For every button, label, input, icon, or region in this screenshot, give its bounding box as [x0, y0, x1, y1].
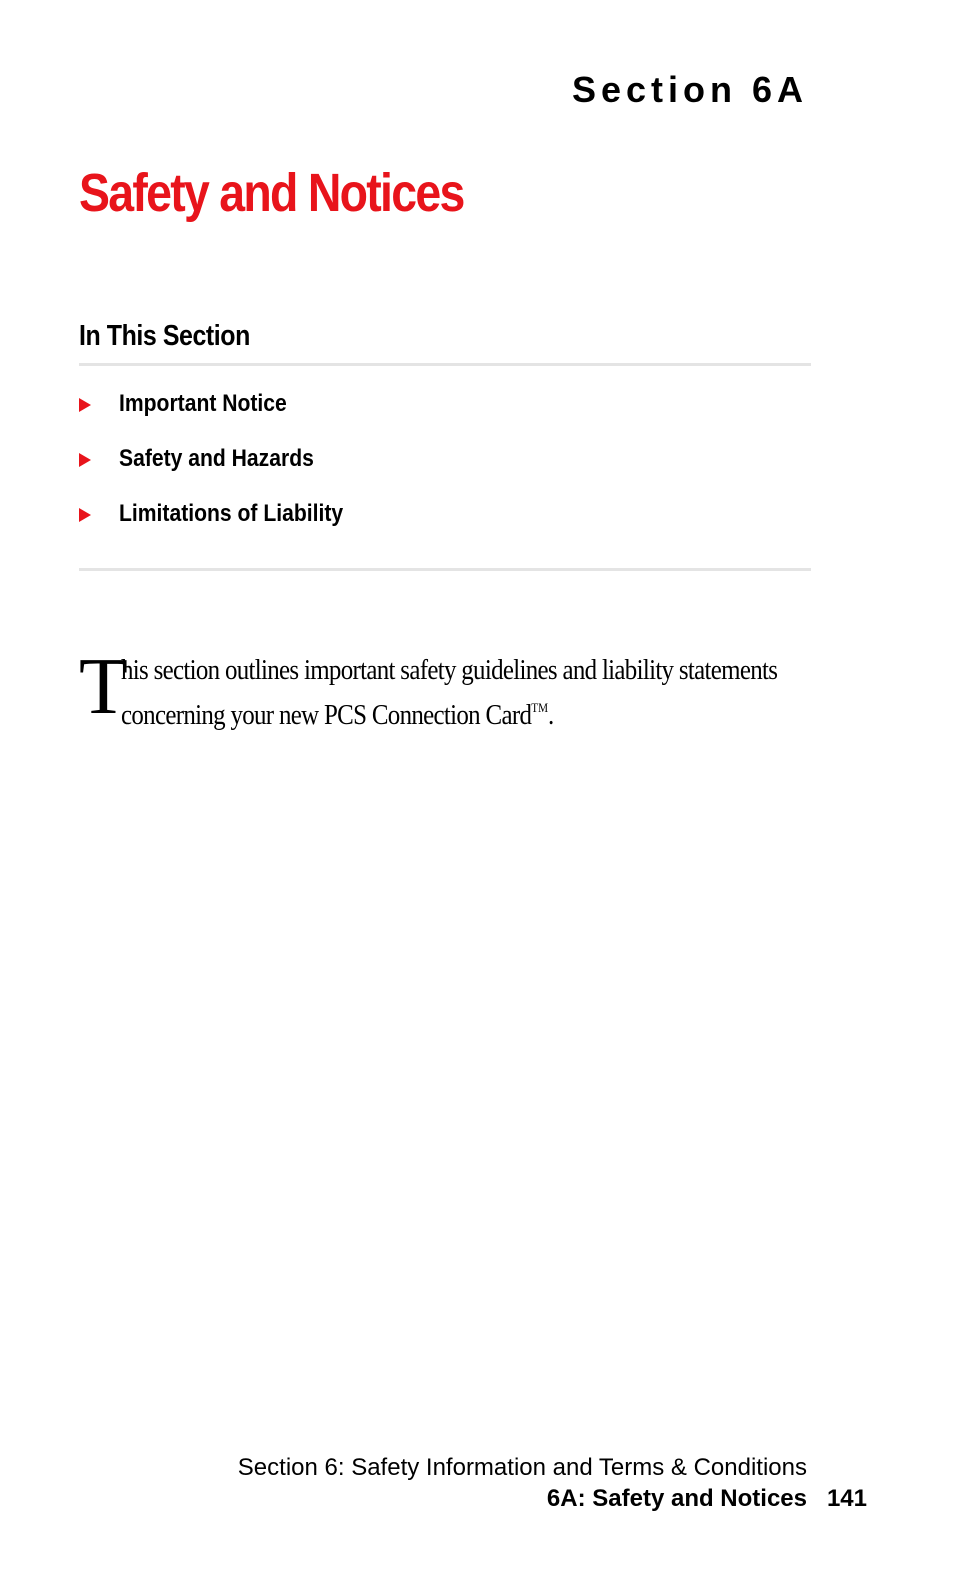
intro-end-punctuation: .	[548, 699, 554, 731]
page-title: Safety and Notices	[79, 163, 464, 223]
trademark-symbol: TM	[531, 700, 549, 715]
intro-line-2-text: concerning your new PCS Connection Card	[121, 699, 532, 731]
toc-item-label: Safety and Hazards	[119, 445, 314, 472]
section-label: Section 6A	[571, 69, 808, 110]
footer-chapter-title: 6A: Safety and Notices	[546, 1485, 807, 1512]
divider-top	[79, 363, 811, 366]
intro-paragraph	[79, 643, 819, 740]
triangle-bullet-icon	[79, 508, 91, 522]
intro-line-1: his section outlines important safety guidelines and liability statements	[121, 654, 778, 686]
triangle-bullet-icon	[79, 398, 91, 412]
drop-cap: T	[79, 643, 128, 731]
intro-line-2	[121, 690, 554, 733]
triangle-bullet-icon	[79, 453, 91, 467]
footer-section-title: Section 6: Safety Information and Terms & Conditions	[237, 1454, 807, 1481]
page-number: 141	[826, 1485, 867, 1512]
in-this-section-heading: In This Section	[79, 320, 250, 352]
divider-bottom	[79, 568, 811, 571]
toc-item-label: Important Notice	[119, 390, 287, 417]
toc-item-label: Limitations of Liability	[119, 500, 344, 527]
